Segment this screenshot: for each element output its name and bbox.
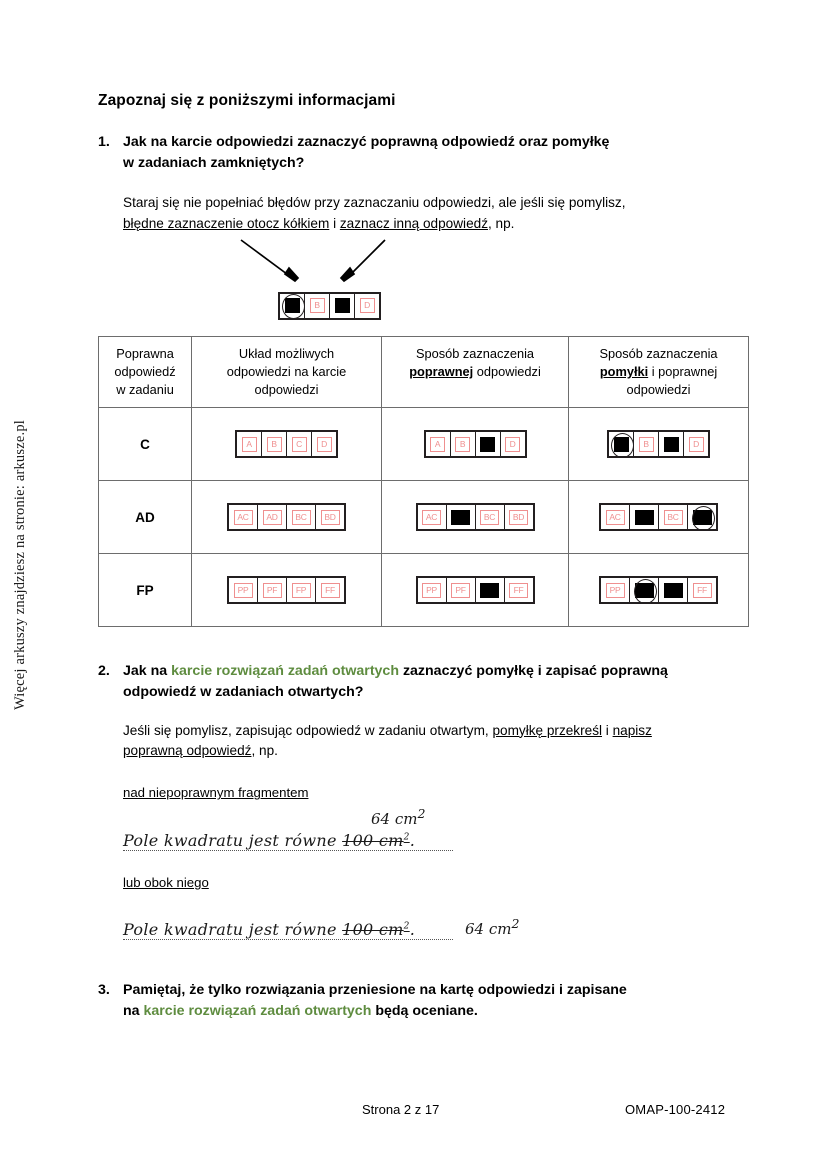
item-3-tail: będą oceniane. bbox=[371, 1003, 478, 1019]
answer-box-label: BC bbox=[292, 510, 311, 525]
sample-answer-cell[interactable] bbox=[305, 294, 330, 318]
row-3-key: FP bbox=[99, 554, 192, 627]
item-2-highlight: karcie rozwiązań zadań otwartych bbox=[171, 663, 399, 680]
arrow-head-right bbox=[341, 268, 354, 281]
item-2-tail: zaznaczyć pomyłkę i zapisać poprawną bbox=[399, 663, 668, 680]
handwriting-example-above bbox=[123, 806, 750, 851]
answer-box-label: FF bbox=[509, 583, 528, 598]
answer-box-cell[interactable] bbox=[316, 505, 344, 529]
row-2-correct bbox=[382, 481, 569, 554]
answer-box-cell[interactable] bbox=[258, 578, 287, 602]
header-1-line-2: odpowiedź bbox=[114, 364, 176, 380]
answer-box-cell[interactable] bbox=[447, 578, 476, 602]
header-1-line-3: w zadaniu bbox=[116, 382, 174, 398]
answer-box-cell[interactable] bbox=[659, 432, 684, 456]
paragraph-1-line-1: Staraj się nie popełniać błędów przy zaznaczaniu odpowiedzi, ale jeśli się pomylisz, bbox=[123, 195, 626, 211]
paragraph-2-underline-3: poprawną odpowiedź bbox=[123, 743, 252, 759]
table-header-cell-2 bbox=[192, 336, 382, 407]
item-1-body bbox=[123, 132, 750, 173]
sample-answer-row-wrap bbox=[123, 292, 750, 320]
answer-box-cell[interactable] bbox=[659, 578, 688, 602]
answer-box-cell[interactable] bbox=[229, 578, 258, 602]
paragraph-1-underline-1: błędne zaznaczenie otocz kółkiem bbox=[123, 215, 330, 231]
answer-box-cell[interactable] bbox=[312, 432, 336, 456]
answer-box-cell[interactable] bbox=[287, 578, 316, 602]
answer-box-strip bbox=[416, 576, 535, 604]
answer-box-label: AC bbox=[234, 510, 253, 525]
paragraph-1 bbox=[123, 193, 750, 234]
header-2-line-3: odpowiedzi bbox=[254, 382, 319, 398]
answer-box-strip bbox=[607, 430, 710, 458]
item-2-lead: Jak na bbox=[123, 663, 172, 680]
item-3-number: 3. bbox=[98, 982, 110, 999]
row-2-layout bbox=[192, 481, 382, 554]
struck-value-above: 100 $cm^2$ bbox=[342, 831, 410, 851]
answer-box-label: B bbox=[455, 437, 470, 452]
sentence-start-beside: Pole kwadratu jest równe bbox=[123, 920, 343, 940]
answer-box-cell[interactable] bbox=[688, 578, 716, 602]
header-2-line-2: odpowiedzi na karcie bbox=[226, 364, 347, 380]
table-header-row bbox=[99, 336, 749, 407]
sentence-period-above: . bbox=[409, 831, 416, 851]
answer-box-label: D bbox=[689, 437, 704, 452]
answer-box-label: C bbox=[292, 437, 307, 452]
answer-box-cell[interactable] bbox=[258, 505, 287, 529]
answer-box-cell[interactable] bbox=[501, 432, 525, 456]
correction-superscript-beside: 2 bbox=[511, 916, 520, 932]
header-3-line-1: Sposób zaznaczenia bbox=[415, 345, 535, 361]
row-3-layout bbox=[192, 554, 382, 627]
answer-box-label: B bbox=[639, 437, 654, 452]
answer-box-label: BC bbox=[664, 510, 683, 525]
source-watermark: Więcej arkuszy znajdziesz na stronie: arkusze.pl bbox=[12, 420, 28, 711]
answer-box-cell[interactable] bbox=[447, 505, 476, 529]
answer-box-label: D bbox=[317, 437, 332, 452]
answer-box-cell[interactable] bbox=[601, 505, 630, 529]
instruction-item-2 bbox=[98, 661, 750, 702]
answer-box-label: AD bbox=[263, 510, 282, 525]
paragraph-2-tail: , np. bbox=[251, 743, 278, 759]
table-row bbox=[99, 481, 749, 554]
answer-box-label: B bbox=[310, 298, 325, 313]
table-header-cell-1 bbox=[99, 336, 192, 407]
table-row bbox=[99, 554, 749, 627]
handwriting-baseline-beside bbox=[123, 939, 453, 940]
answer-box-label: PF bbox=[451, 583, 470, 598]
answer-box-cell[interactable] bbox=[426, 432, 451, 456]
paragraph-1-tail: , np. bbox=[488, 215, 515, 231]
sample-answer-cell[interactable] bbox=[330, 294, 355, 318]
sample-answer-cell[interactable] bbox=[280, 294, 305, 318]
arrow-head-left bbox=[285, 268, 298, 281]
answer-box-label: B bbox=[267, 437, 282, 452]
handwriting-label-beside: lub obok niego bbox=[123, 875, 209, 891]
page-title: Zapoznaj się z poniższymi informacjami bbox=[98, 92, 396, 109]
answer-box-filled bbox=[664, 583, 683, 598]
footer-form-code: OMAP-100-2412 bbox=[625, 1102, 726, 1117]
item-3-body bbox=[123, 980, 750, 1021]
answer-box-cell[interactable] bbox=[630, 505, 659, 529]
handwriting-sentence-above bbox=[123, 831, 453, 850]
answer-box-label: PP bbox=[234, 583, 253, 598]
arrows-svg bbox=[123, 234, 543, 292]
answer-box-cell[interactable] bbox=[688, 505, 716, 529]
answer-box-cell[interactable] bbox=[418, 505, 447, 529]
row-3-correct bbox=[382, 554, 569, 627]
header-3-emphasis: poprawnej bbox=[409, 364, 474, 380]
marking-guide-table bbox=[98, 336, 749, 627]
row-1-layout bbox=[192, 408, 382, 481]
answer-box-cell[interactable] bbox=[476, 505, 505, 529]
item-1-line-1: Jak na karcie odpowiedzi zaznaczyć poprawną odpowiedź oraz pomyłkę bbox=[123, 134, 610, 150]
correction-superscript-above: 2 bbox=[417, 806, 426, 822]
handwriting-baseline-above bbox=[123, 850, 453, 851]
struck-value-beside: 100 $cm^2$ bbox=[342, 920, 410, 940]
handwriting-line-above bbox=[123, 831, 453, 851]
page-content bbox=[98, 0, 750, 1022]
handwriting-sentence-beside-wrap bbox=[123, 920, 453, 940]
paragraph-2-conjunction: i bbox=[602, 722, 613, 738]
answer-box-label: AC bbox=[422, 510, 441, 525]
answer-box-filled bbox=[480, 583, 499, 598]
answer-box-label: FP bbox=[292, 583, 311, 598]
answer-box-cell[interactable] bbox=[237, 432, 262, 456]
item-3-line-1: Pamiętaj, że tylko rozwiązania przeniesione na kartę odpowiedzi i zapisane bbox=[123, 982, 627, 999]
item-2-number: 2. bbox=[98, 663, 110, 680]
header-4-emphasis: pomyłki bbox=[599, 364, 649, 380]
answer-box-label: A bbox=[242, 437, 257, 452]
answer-box-cell[interactable] bbox=[684, 432, 708, 456]
header-4-line-2-rest: i poprawnej bbox=[648, 364, 718, 380]
handwriting-example-beside bbox=[123, 916, 750, 940]
sentence-start-above: Pole kwadratu jest równe bbox=[123, 831, 343, 851]
answer-box-cell[interactable] bbox=[601, 578, 630, 602]
item-3-highlight: karcie rozwiązań zadań otwartych bbox=[143, 1003, 372, 1019]
answer-box-cell[interactable] bbox=[418, 578, 447, 602]
answer-box-filled bbox=[664, 437, 679, 452]
answer-box-label: BC bbox=[480, 510, 499, 525]
answer-box-label: D bbox=[505, 437, 520, 452]
instruction-item-3 bbox=[98, 980, 750, 1021]
header-4-line-1: Sposób zaznaczenia bbox=[599, 345, 718, 361]
item-1-number: 1. bbox=[98, 134, 110, 150]
answer-box-cell[interactable] bbox=[659, 505, 688, 529]
table-header-cell-4 bbox=[569, 336, 749, 407]
header-1-line-1: Poprawna bbox=[116, 345, 174, 361]
row-1-key: C bbox=[99, 408, 192, 481]
sample-answer-row bbox=[278, 292, 381, 320]
answer-box-strip bbox=[599, 576, 718, 604]
header-4-line-3: odpowiedzi bbox=[626, 382, 691, 398]
item-3-lead: na bbox=[123, 1003, 144, 1019]
item-2-line-2: odpowiedź w zadaniach otwartych? bbox=[123, 684, 364, 701]
answer-box-label: BD bbox=[321, 510, 340, 525]
answer-box-label: FF bbox=[693, 583, 712, 598]
answer-box-cell[interactable] bbox=[287, 505, 316, 529]
answer-box-strip bbox=[235, 430, 338, 458]
header-3-line-2-rest: odpowiedzi bbox=[473, 364, 541, 380]
paragraph-2-lead: Jeśli się pomylisz, zapisując odpowiedź w zadaniu otwartym, bbox=[123, 722, 493, 738]
answer-box-filled bbox=[285, 298, 300, 313]
table-header-cell-3 bbox=[382, 336, 569, 407]
correction-value-beside: 64 $cm^2$ bbox=[465, 916, 520, 939]
answer-box-filled bbox=[614, 437, 629, 452]
header-2-line-1: Układ możliwych bbox=[238, 345, 335, 361]
answer-box-cell[interactable] bbox=[229, 505, 258, 529]
answer-box-cell[interactable] bbox=[316, 578, 344, 602]
answer-box-strip bbox=[416, 503, 535, 531]
handwriting-sentence-beside bbox=[123, 920, 453, 939]
answer-box-strip bbox=[227, 503, 346, 531]
row-2-key: AD bbox=[99, 481, 192, 554]
answer-box-label: A bbox=[430, 437, 445, 452]
answer-box-label: PF bbox=[263, 583, 282, 598]
answer-box-cell[interactable] bbox=[505, 578, 533, 602]
paragraph-1-underline-2: zaznacz inną odpowiedź bbox=[339, 215, 488, 231]
answer-box-filled bbox=[451, 510, 470, 525]
correction-value-above: 64 $cm^2$ bbox=[371, 806, 426, 829]
answer-box-cell[interactable] bbox=[262, 432, 287, 456]
answer-box-filled bbox=[635, 583, 654, 598]
answer-box-strip bbox=[424, 430, 527, 458]
footer-page-number: Strona 2 z 17 bbox=[362, 1102, 440, 1117]
answer-box-filled bbox=[480, 437, 495, 452]
answer-box-label: PP bbox=[606, 583, 625, 598]
answer-box-filled bbox=[335, 298, 350, 313]
row-3-mistake bbox=[569, 554, 749, 627]
answer-box-cell[interactable] bbox=[505, 505, 533, 529]
sentence-period-beside: . bbox=[409, 920, 416, 940]
paragraph-1-conjunction: i bbox=[329, 215, 340, 231]
handwriting-label-above: nad niepoprawnym fragmentem bbox=[123, 785, 309, 801]
answer-box-cell[interactable] bbox=[634, 432, 659, 456]
answer-box-label: FF bbox=[321, 583, 340, 598]
answer-box-filled bbox=[693, 510, 712, 525]
answer-box-filled bbox=[635, 510, 654, 525]
answer-box-cell[interactable] bbox=[287, 432, 312, 456]
item-1-line-2: w zadaniach zamkniętych? bbox=[123, 154, 305, 171]
paragraph-2-underline-2: napisz bbox=[612, 722, 652, 738]
row-1-mistake bbox=[569, 408, 749, 481]
handwriting-line-beside bbox=[123, 916, 750, 940]
table-row bbox=[99, 408, 749, 481]
answer-box-cell[interactable] bbox=[476, 578, 505, 602]
answer-box-label: BD bbox=[509, 510, 528, 525]
answer-box-strip bbox=[599, 503, 718, 531]
arrow-annotations bbox=[123, 234, 750, 292]
answer-box-cell[interactable] bbox=[451, 432, 476, 456]
paragraph-2 bbox=[123, 721, 750, 762]
answer-box-label: PP bbox=[422, 583, 441, 598]
answer-box-label: D bbox=[360, 298, 375, 313]
answer-box-cell[interactable] bbox=[630, 578, 659, 602]
answer-box-strip bbox=[227, 576, 346, 604]
row-1-correct bbox=[382, 408, 569, 481]
sample-answer-cell[interactable] bbox=[355, 294, 379, 318]
instruction-item-1 bbox=[98, 132, 750, 173]
answer-box-cell[interactable] bbox=[609, 432, 634, 456]
paragraph-2-underline-1: pomyłkę przekreśl bbox=[492, 722, 603, 738]
answer-box-cell[interactable] bbox=[476, 432, 501, 456]
item-2-body bbox=[123, 661, 750, 702]
answer-box-label: AC bbox=[606, 510, 625, 525]
correction-above-wrap bbox=[123, 806, 750, 829]
row-2-mistake bbox=[569, 481, 749, 554]
